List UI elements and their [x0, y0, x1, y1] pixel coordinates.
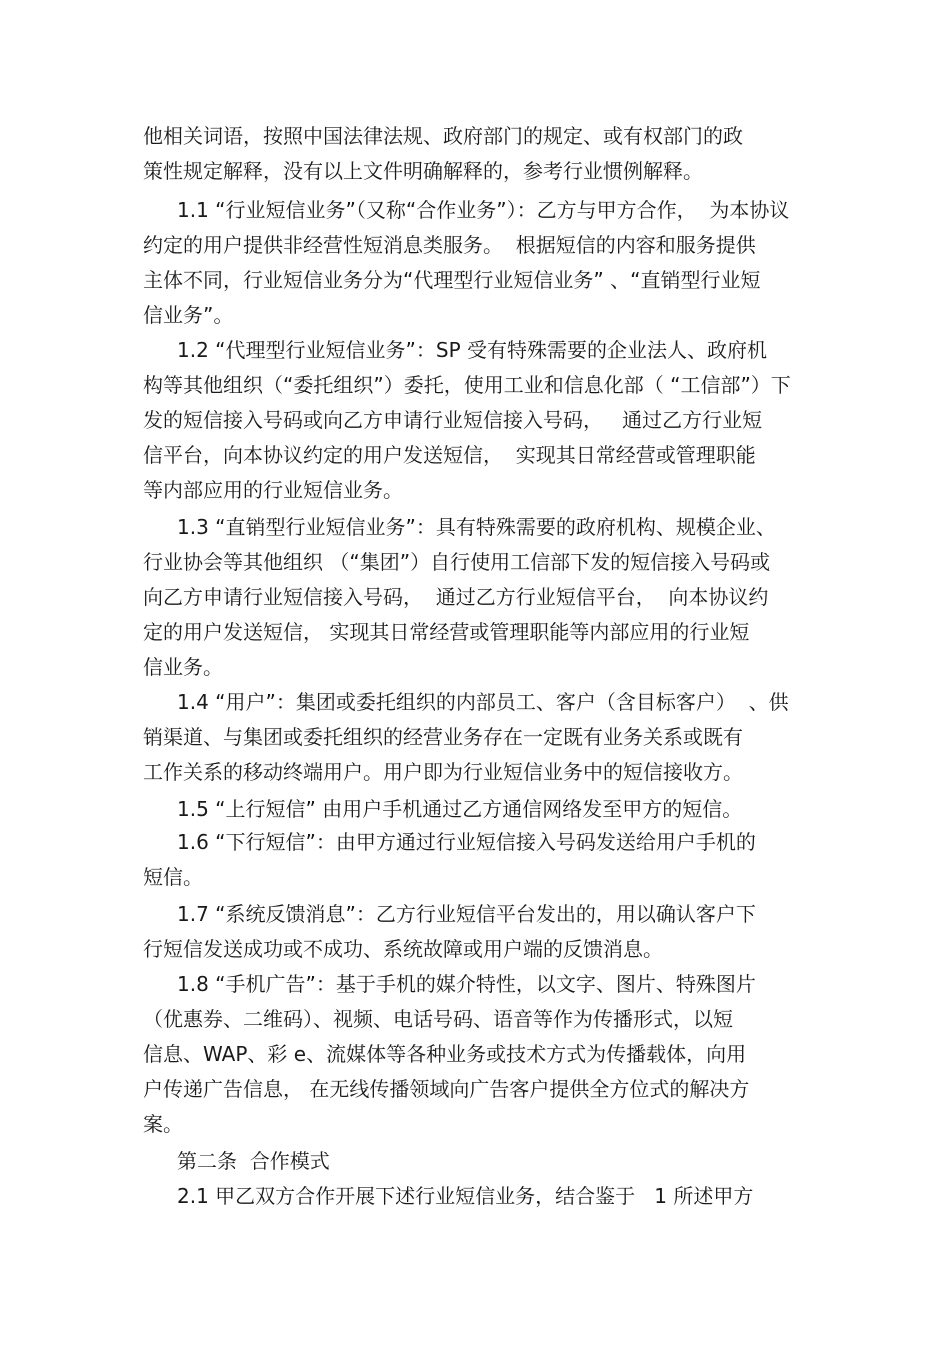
text-line: 信息、WAP、彩 e、流媒体等各种业务或技术方式为传播载体，向用: [143, 1042, 747, 1066]
text-line: 销渠道、与集团或委托组织的经营业务存在一定既有业务关系或既有: [143, 725, 743, 749]
text-line: 案。: [143, 1112, 183, 1136]
text-line: 构等其他组织（“委托组织”）委托，使用工业和信息化部（ “工信部”）下: [143, 373, 791, 397]
text-line: 工作关系的移动终端用户。用户即为行业短信业务中的短信接收方。: [143, 760, 743, 784]
text-line: 1.7 “系统反馈消息”：乙方行业短信平台发出的，用以确认客户下: [177, 902, 756, 926]
text-line: 信平台，向本协议约定的用户发送短信， 实现其日常经营或管理职能: [143, 443, 756, 467]
text-line: 等内部应用的行业短信业务。: [143, 478, 403, 502]
text-line: 信业务”。: [143, 303, 234, 327]
text-line: 行业协会等其他组织 （“集团”）自行使用工信部下发的短信接入号码或: [143, 550, 771, 574]
text-line: 他相关词语，按照中国法律法规、政府部门的规定、或有权部门的政: [143, 124, 743, 148]
text-line: 1.5 “上行短信” 由用户手机通过乙方通信网络发至甲方的短信。: [177, 797, 743, 821]
text-line: 定的用户发送短信， 实现其日常经营或管理职能等内部应用的行业短: [143, 620, 750, 644]
text-line: 信业务。: [143, 655, 223, 679]
text-line: 策性规定解释，没有以上文件明确解释的，参考行业惯例解释。: [143, 159, 703, 183]
text-line: 主体不同，行业短信业务分为“代理型行业短信业务” 、“直销型行业短: [143, 268, 761, 292]
text-line: 1.6 “下行短信”：由甲方通过行业短信接入号码发送给用户手机的: [177, 830, 756, 854]
text-line: 1.2 “代理型行业短信业务”：SP 受有特殊需要的企业法人、政府机: [177, 338, 767, 362]
text-line: 2.1 甲乙双方合作开展下述行业短信业务，结合鉴于 1 所述甲方: [177, 1184, 754, 1208]
section-heading: 第二条 合作模式: [177, 1149, 330, 1173]
text-line: 约定的用户提供非经营性短消息类服务。 根据短信的内容和服务提供: [143, 233, 756, 257]
text-line: 1.3 “直销型行业短信业务”：具有特殊需要的政府机构、规模企业、: [177, 515, 776, 539]
text-line: 1.4 “用户”：集团或委托组织的内部员工、客户（含目标客户） 、供: [177, 690, 789, 714]
text-line: 行短信发送成功或不成功、系统故障或用户端的反馈消息。: [143, 937, 663, 961]
text-line: 发的短信接入号码或向乙方申请行业短信接入号码， 通过乙方行业短: [143, 408, 763, 432]
text-line: 向乙方申请行业短信接入号码， 通过乙方行业短信平台， 向本协议约: [143, 585, 769, 609]
text-line: 1.1 “行业短信业务”（又称“合作业务”）：乙方与甲方合作， 为本协议: [177, 198, 790, 222]
text-line: （优惠券、二维码）、视频、电话号码、语音等作为传播形式，以短: [143, 1007, 733, 1031]
text-line: 1.8 “手机广告”：基于手机的媒介特性，以文字、图片、特殊图片: [177, 972, 756, 996]
text-line: 短信。: [143, 865, 203, 889]
text-line: 户传递广告信息， 在无线传播领域向广告客户提供全方位式的解决方: [143, 1077, 750, 1101]
